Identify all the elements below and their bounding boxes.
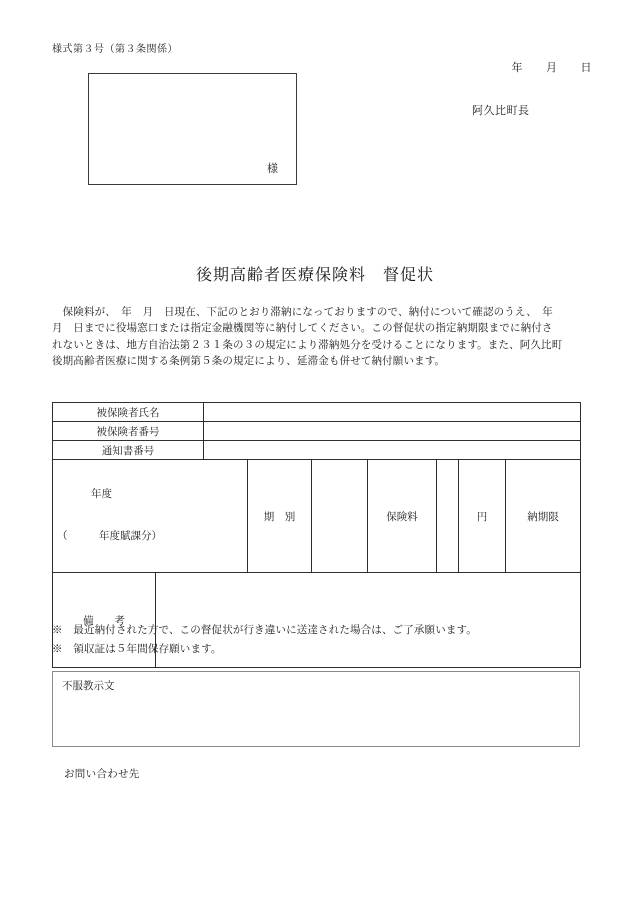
date-line: 年 月 日 (511, 62, 592, 74)
due-date-label: 納期限 (506, 460, 581, 573)
footnotes (52, 621, 477, 659)
period-value[interactable] (312, 460, 368, 573)
table-row-fiscal-year (53, 460, 581, 573)
appeal-instructions-box[interactable] (52, 671, 580, 747)
fiscal-year-label-line2: （ 年度賦課分） (57, 531, 162, 542)
page-title: 後期高齢者医療保険料 督促状 (195, 267, 434, 284)
addressee-honorific: 様 (267, 163, 278, 175)
table-row (53, 441, 581, 460)
contact-label: お問い合わせ先 (64, 769, 140, 780)
form-number: 様式第３号（第３条関係） (52, 44, 178, 55)
table-row (53, 403, 581, 422)
insured-number-label: 被保険者番号 (53, 422, 204, 441)
footnote-line: ※ 最近納付された方で、この督促状が行き違いに送達された場合は、ご了承願います。 (52, 625, 477, 636)
premium-label: 保険料 (368, 460, 437, 573)
addressee-box[interactable] (88, 73, 297, 185)
currency-unit: 円 (459, 460, 506, 573)
period-label: 期 別 (248, 460, 312, 573)
notice-number-label: 通知書番号 (53, 441, 204, 460)
insured-name-value[interactable] (204, 403, 581, 422)
fiscal-year-label (53, 460, 248, 573)
footnote-line: ※ 領収証は５年間保存願います。 (52, 644, 222, 655)
issuer-name: 阿久比町長 (472, 105, 530, 117)
body-line: 月 日までに役場窓口または指定金融機関等に納付してください。この督促状の指定納期限までに納付さ (52, 323, 553, 335)
body-line: 後期高齢者医療に関する条例第５条の規定により、延滞金も併せて納付願います。 (52, 355, 446, 367)
table-row (53, 422, 581, 441)
fiscal-year-label-line1: 年度 (91, 489, 112, 500)
insured-number-value[interactable] (204, 422, 581, 441)
remarks-label: 備 考 (53, 573, 156, 668)
appeal-instructions-label: 不服教示文 (62, 681, 115, 692)
body-line: 保険料が、 年 月 日現在、下記のとおり滞納になっておりますので、納付について確認のうえ、 年 (52, 307, 553, 318)
body-paragraph (52, 305, 580, 370)
notice-number-value[interactable] (204, 441, 581, 460)
body-line: れないときは、地方自治法第２３１条の３の規定により滞納処分を受けることになります。また、阿久比町 (52, 339, 563, 351)
premium-value[interactable] (437, 460, 459, 573)
insured-name-label: 被保険者氏名 (53, 403, 204, 422)
